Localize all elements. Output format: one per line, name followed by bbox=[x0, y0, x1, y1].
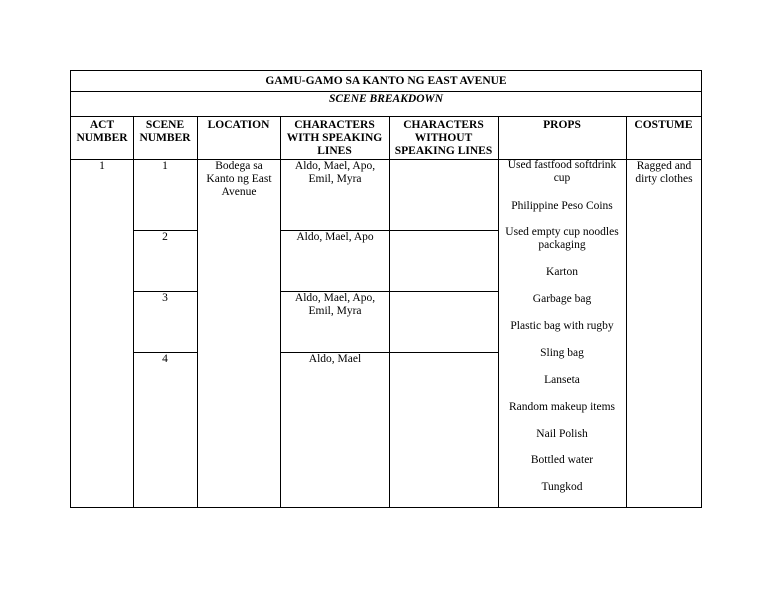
header-location: LOCATION bbox=[207, 119, 270, 131]
location-value: Bodega sa Kanto ng East Avenue bbox=[206, 160, 272, 198]
column-divider bbox=[389, 117, 390, 507]
header-speaking-characters: CHARACTERS WITH SPEAKING LINES bbox=[286, 119, 383, 157]
prop-item: Bottled water bbox=[530, 454, 594, 466]
header-props: PROPS bbox=[543, 119, 581, 131]
speaking-characters: Aldo, Mael, Apo bbox=[296, 231, 374, 243]
header-act-number: ACT NUMBER bbox=[76, 119, 128, 144]
prop-item: Used empty cup noodles packaging bbox=[505, 226, 619, 251]
speaking-characters: Aldo, Mael, Apo, Emil, Myra bbox=[294, 160, 376, 185]
table-subtitle: SCENE BREAKDOWN bbox=[71, 92, 701, 117]
column-divider bbox=[133, 117, 134, 507]
prop-item: Random makeup items bbox=[508, 401, 616, 413]
prop-item: Garbage bag bbox=[532, 293, 592, 305]
header-nonspeaking-characters: CHARACTERS WITHOUT SPEAKING LINES bbox=[394, 119, 493, 157]
header-scene-number: SCENE NUMBER bbox=[139, 119, 191, 144]
act-number: 1 bbox=[99, 160, 105, 172]
prop-item: Lanseta bbox=[544, 374, 580, 386]
scene-number: 1 bbox=[162, 160, 168, 172]
prop-item: Tungkod bbox=[541, 481, 583, 493]
column-divider bbox=[197, 117, 198, 507]
scene-number: 4 bbox=[162, 353, 168, 365]
column-divider bbox=[280, 117, 281, 507]
speaking-characters: Aldo, Mael, Apo, Emil, Myra bbox=[294, 292, 376, 317]
costume-value: Ragged and dirty clothes bbox=[635, 160, 693, 185]
header-costume: COSTUME bbox=[634, 119, 693, 131]
prop-item: Sling bag bbox=[540, 347, 584, 359]
scene-number: 3 bbox=[162, 292, 168, 304]
scene-number: 2 bbox=[162, 231, 168, 243]
speaking-characters: Aldo, Mael bbox=[308, 353, 362, 365]
prop-item: Nail Polish bbox=[536, 428, 588, 440]
prop-item: Philippine Peso Coins bbox=[511, 200, 613, 212]
play-title: GAMU-GAMO SA KANTO NG EAST AVENUE bbox=[71, 71, 701, 92]
scene-breakdown-table bbox=[70, 70, 702, 508]
column-divider bbox=[626, 117, 627, 507]
prop-item: Plastic bag with rugby bbox=[510, 320, 614, 332]
prop-item: Used fastfood softdrink cup bbox=[507, 159, 617, 184]
prop-item: Karton bbox=[546, 266, 578, 278]
